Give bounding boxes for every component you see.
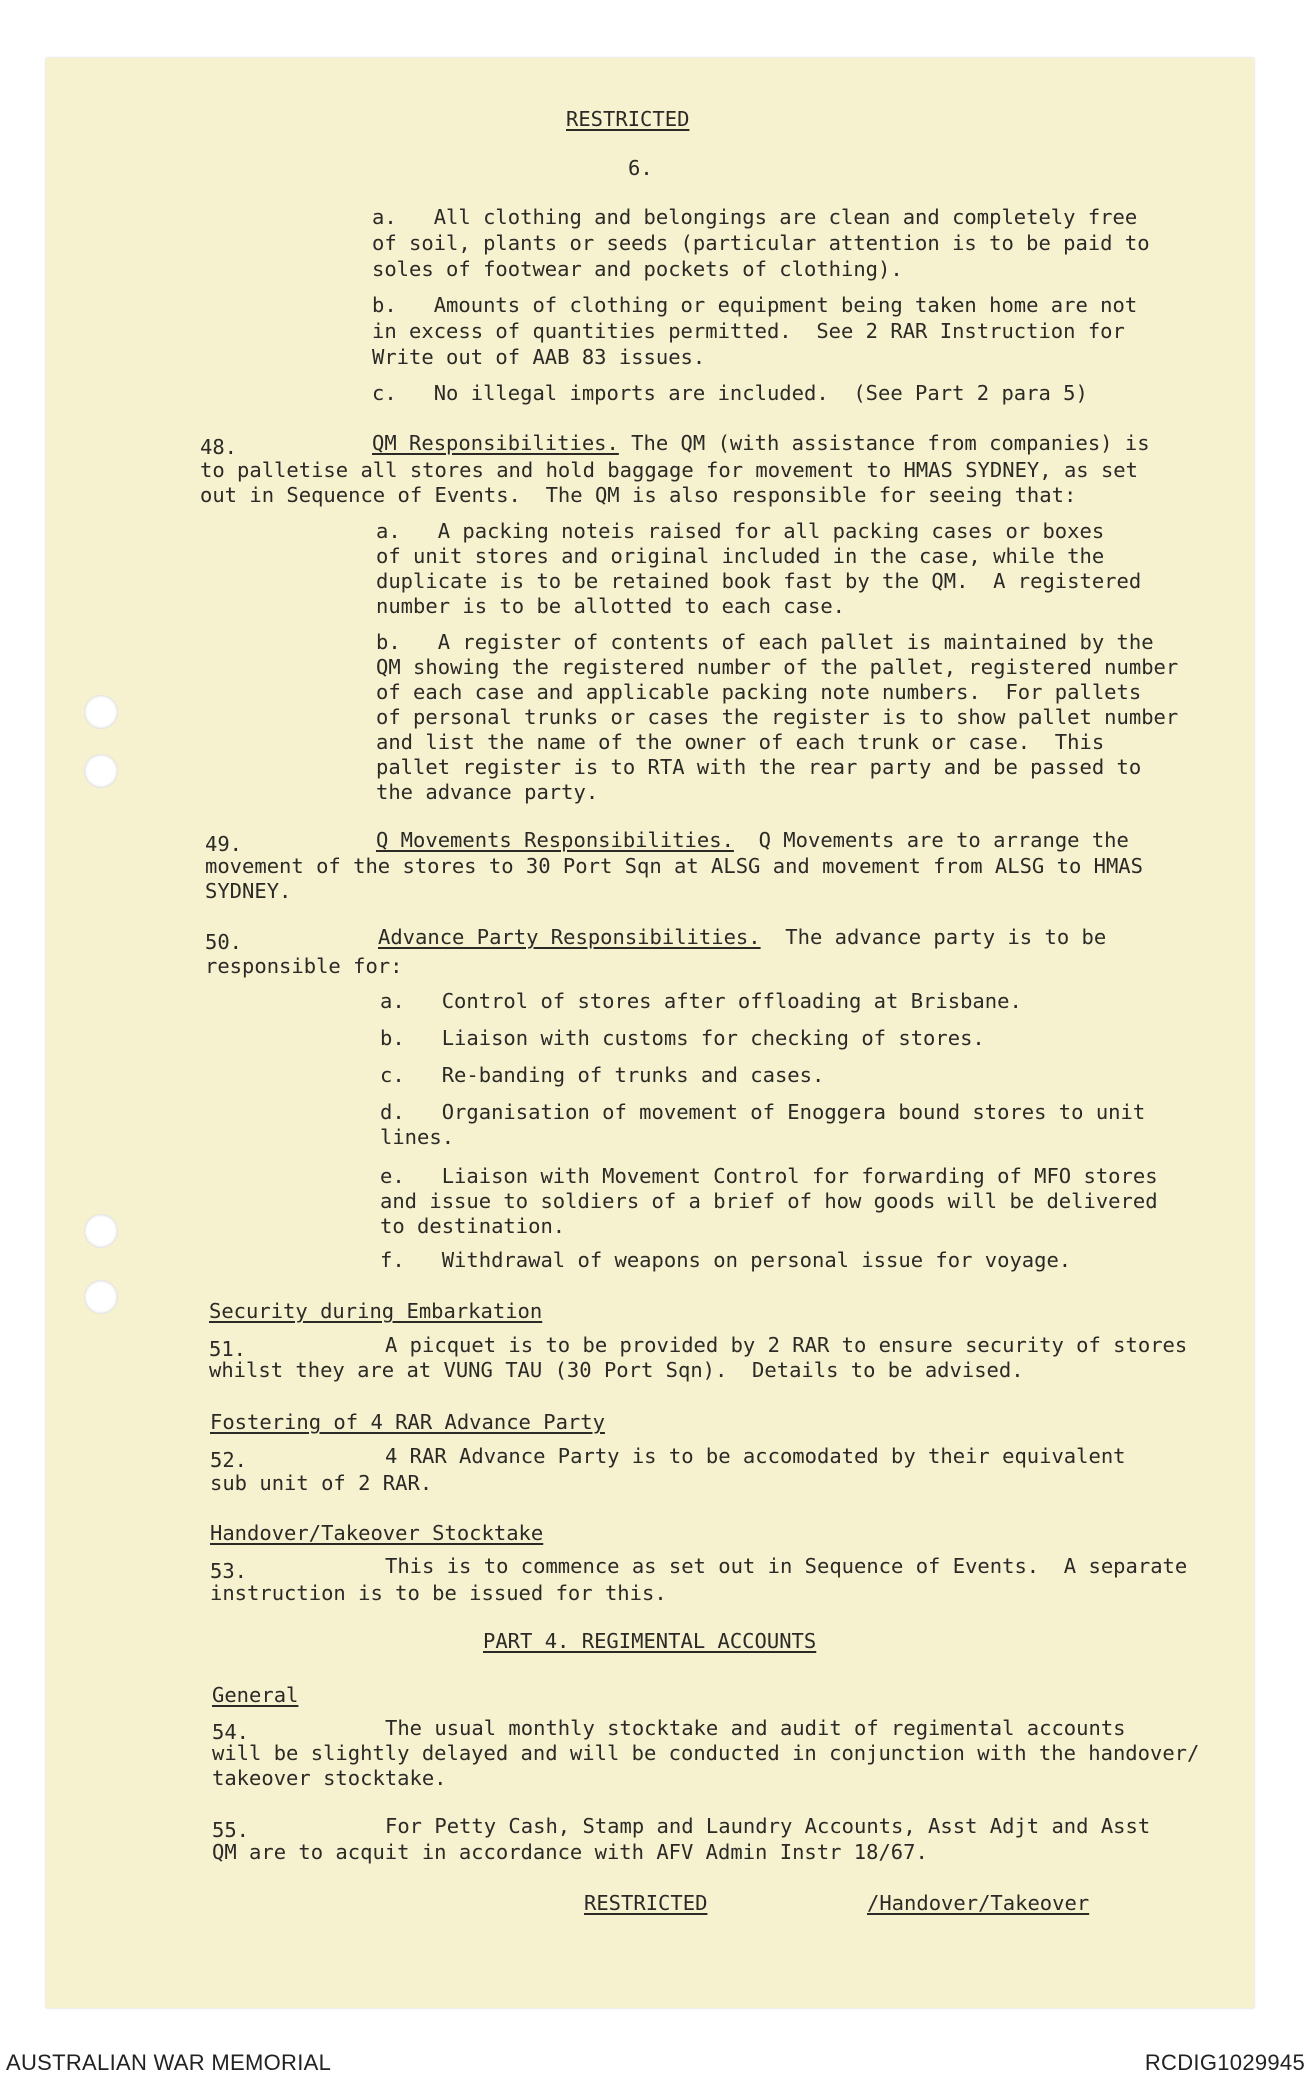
para-48-a-line: number is to be allotted to each case. <box>376 594 845 618</box>
para-48-a-line: duplicate is to be retained book fast by the QM. A registered <box>376 569 1142 593</box>
item-b-line: in excess of quantities permitted. See 2 RAR Instruction for <box>372 319 1125 343</box>
para-48-b-line: of each case and applicable packing note numbers. For pallets <box>376 680 1142 704</box>
para-55-number: 55. <box>212 1818 250 1842</box>
para-50-item-line: f. Withdrawal of weapons on personal issue for voyage. <box>380 1248 1072 1272</box>
para-49-heading: Q Movements Responsibilities. <box>376 828 734 852</box>
para-49-intro-rest: Q Movements are to arrange the <box>733 828 1129 852</box>
para-48-heading: QM Responsibilities. <box>372 431 619 455</box>
para-48-intro-rest: The QM (with assistance from companies) is <box>618 431 1150 455</box>
classification-footer: RESTRICTED <box>584 1891 708 1915</box>
item-b-line: b. Amounts of clothing or equipment being taken home are not <box>372 293 1138 317</box>
para-49-number: 49. <box>205 832 243 856</box>
para-48-line: out in Sequence of Events. The QM is also responsible for seeing that: <box>200 483 1077 507</box>
para-48-line: to palletise all stores and hold baggage for movement to HMAS SYDNEY, as set <box>200 458 1138 482</box>
para-48-number: 48. <box>200 435 238 459</box>
para-48-b-line: pallet register is to RTA with the rear party and be passed to <box>376 755 1142 779</box>
para-54-line: The usual monthly stocktake and audit of regimental accounts <box>385 1716 1126 1740</box>
para-51-line: A picquet is to be provided by 2 RAR to ensure security of stores <box>385 1333 1188 1357</box>
part-4-title: PART 4. REGIMENTAL ACCOUNTS <box>483 1629 817 1653</box>
para-50-item-line: to destination. <box>380 1214 566 1238</box>
para-50-heading: Advance Party Responsibilities. <box>378 925 761 949</box>
archive-reference: RCDIG1029945 <box>1144 2050 1305 2075</box>
section-heading-fostering: Fostering of 4 RAR Advance Party <box>210 1410 605 1434</box>
para-50-intro <box>378 924 1106 950</box>
para-51-number: 51. <box>209 1337 247 1361</box>
para-50-item-line: b. Liaison with customs for checking of stores. <box>380 1026 985 1050</box>
item-b-line: Write out of AAB 83 issues. <box>372 345 706 369</box>
para-48-a-line: a. A packing noteis raised for all packing cases or boxes <box>376 519 1105 543</box>
para-51-line: whilst they are at VUNG TAU (30 Port Sqn). Details to be advised. <box>209 1358 1024 1382</box>
continuation-catchword: /Handover/Takeover <box>867 1891 1090 1915</box>
item-a-line: a. All clothing and belongings are clean and completely free <box>372 205 1138 229</box>
item-a-line: soles of footwear and pockets of clothing). <box>372 257 903 281</box>
para-52-number: 52. <box>210 1448 248 1472</box>
para-53-number: 53. <box>210 1559 248 1583</box>
para-55-line: For Petty Cash, Stamp and Laundry Accounts, Asst Adjt and Asst <box>385 1814 1151 1838</box>
para-50-line: responsible for: <box>205 954 403 978</box>
para-52-line: sub unit of 2 RAR. <box>210 1471 433 1495</box>
section-heading-handover: Handover/Takeover Stocktake <box>210 1521 544 1545</box>
para-50-item-line: and issue to soldiers of a brief of how goods will be delivered <box>380 1189 1158 1213</box>
para-48-intro <box>372 430 1150 456</box>
para-50-item-line: c. Re-banding of trunks and cases. <box>380 1063 825 1087</box>
para-53-line: This is to commence as set out in Sequence of Events. A separate <box>385 1554 1188 1578</box>
para-49-line: movement of the stores to 30 Port Sqn at ALSG and movement from ALSG to HMAS <box>205 854 1143 878</box>
para-55-line: QM are to acquit in accordance with AFV Admin Instr 18/67. <box>212 1840 928 1864</box>
para-49-line: SYDNEY. <box>205 879 292 903</box>
page-number: 6. <box>628 156 653 180</box>
para-54-number: 54. <box>212 1720 250 1744</box>
para-48-b-line: QM showing the registered number of the pallet, registered number <box>376 655 1179 679</box>
section-heading-general: General <box>212 1683 299 1707</box>
para-49-intro <box>376 827 1129 853</box>
para-50-number: 50. <box>205 930 243 954</box>
para-48-b-line: and list the name of the owner of each trunk or case. This <box>376 730 1105 754</box>
item-a-line: of soil, plants or seeds (particular attention is to be paid to <box>372 231 1150 255</box>
archive-credit: AUSTRALIAN WAR MEMORIAL <box>6 2050 332 2075</box>
para-54-line: takeover stocktake. <box>212 1766 447 1790</box>
para-48-a-line: of unit stores and original included in the case, while the <box>376 544 1105 568</box>
para-50-intro-rest: The advance party is to be <box>760 925 1107 949</box>
para-50-item-line: a. Control of stores after offloading at Brisbane. <box>380 989 1022 1013</box>
para-50-item-line: e. Liaison with Movement Control for forwarding of MFO stores <box>380 1164 1158 1188</box>
para-48-b-line: of personal trunks or cases the register is to show pallet number <box>376 705 1179 729</box>
para-48-b-line: b. A register of contents of each pallet is maintained by the <box>376 630 1154 654</box>
section-heading-security: Security during Embarkation <box>209 1299 543 1323</box>
item-c-line: c. No illegal imports are included. (See Part 2 para 5) <box>372 381 1088 405</box>
para-48-b-line: the advance party. <box>376 780 599 804</box>
para-53-line: instruction is to be issued for this. <box>210 1581 667 1605</box>
classification-header: RESTRICTED <box>566 107 690 131</box>
para-54-line: will be slightly delayed and will be conducted in conjunction with the handover/ <box>212 1741 1200 1765</box>
para-50-item-line: lines. <box>380 1125 455 1149</box>
para-52-line: 4 RAR Advance Party is to be accomodated by their equivalent <box>385 1444 1126 1468</box>
para-50-item-line: d. Organisation of movement of Enoggera bound stores to unit <box>380 1100 1146 1124</box>
